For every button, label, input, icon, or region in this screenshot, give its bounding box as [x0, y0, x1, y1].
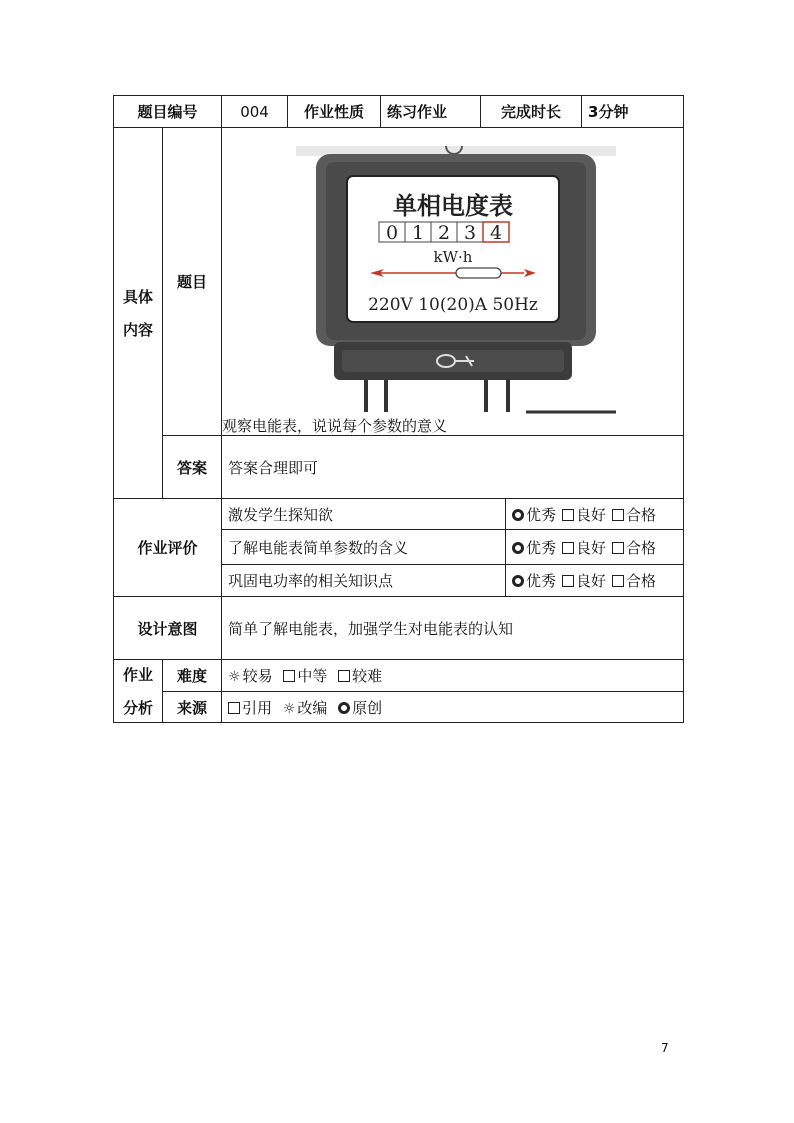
- source-row: [114, 692, 684, 723]
- page-number: 7: [661, 1041, 669, 1055]
- option-label: 中等: [297, 667, 328, 685]
- sun-radio-icon: ☼: [228, 669, 241, 685]
- difficulty-label: 难度: [163, 660, 222, 692]
- option-label: 优秀: [526, 538, 557, 557]
- checkbox-icon: [562, 575, 574, 587]
- rating-option-pass[interactable]: [612, 504, 656, 525]
- checkbox-icon: [562, 542, 574, 554]
- difficulty-option-hard[interactable]: [338, 665, 382, 686]
- source-option-cited[interactable]: [228, 697, 272, 718]
- homework-table: [113, 95, 684, 723]
- analysis-label: [114, 660, 163, 723]
- rating-option-good[interactable]: [562, 504, 606, 525]
- option-label: 良好: [576, 538, 607, 557]
- sun-radio-icon: ☼: [282, 700, 296, 717]
- radio-selected-icon: [512, 575, 524, 587]
- evaluation-item-text: 激发学生探知欲: [222, 499, 506, 530]
- nature-value: 练习作业: [381, 96, 481, 128]
- analysis-label-line1: 作业: [122, 666, 153, 684]
- evaluation-rating: [506, 499, 684, 530]
- question-row: [114, 128, 684, 436]
- meter-digit: 2: [437, 222, 451, 244]
- source-option-original[interactable]: [338, 697, 382, 718]
- design-text: 简单了解电能表，加强学生对电能表的认知: [222, 597, 684, 660]
- evaluation-item-text: 了解电能表简单参数的含义: [222, 530, 506, 565]
- rating-option-excellent[interactable]: [512, 570, 556, 591]
- answer-row: [114, 436, 684, 499]
- evaluation-rating: [506, 530, 684, 565]
- question-cell: [222, 128, 684, 436]
- option-label: 改编: [297, 698, 328, 717]
- difficulty-option-easy[interactable]: [228, 665, 273, 686]
- id-value: 004: [222, 96, 288, 128]
- option-label: 良好: [576, 572, 607, 590]
- option-label: 优秀: [526, 505, 557, 524]
- meter-spec: 220V 10(20)A 50Hz: [368, 295, 538, 315]
- rating-option-excellent[interactable]: [512, 537, 556, 558]
- question-label: 题目: [163, 128, 222, 436]
- evaluation-label: 作业评价: [114, 499, 222, 597]
- header-row: [114, 96, 684, 128]
- radio-selected-icon: [512, 509, 524, 521]
- question-text: 观察电能表，说说每个参数的意义: [222, 417, 448, 435]
- design-row: [114, 597, 684, 660]
- radio-selected-icon: [338, 702, 350, 714]
- meter-digit: 0: [385, 222, 399, 244]
- option-label: 良好: [576, 505, 607, 524]
- content-group-label: [114, 128, 163, 499]
- checkbox-icon: [338, 670, 350, 682]
- time-label: 完成时长: [481, 96, 582, 128]
- content-label-line2: 内容: [122, 321, 153, 339]
- checkbox-icon: [228, 702, 240, 714]
- difficulty-row: [114, 660, 684, 692]
- option-label: 优秀: [526, 572, 557, 590]
- rating-option-good[interactable]: [562, 537, 606, 558]
- option-label: 引用: [242, 698, 273, 717]
- time-value: 3分钟: [582, 96, 684, 128]
- checkbox-icon: [283, 670, 295, 682]
- answer-text: 答案合理即可: [222, 436, 684, 499]
- rating-option-good[interactable]: [562, 570, 606, 591]
- checkbox-icon: [612, 542, 624, 554]
- option-label: 较难: [352, 667, 383, 685]
- meter-unit: kW·h: [433, 248, 473, 266]
- meter-digit: 4: [489, 222, 503, 244]
- evaluation-rating: [506, 565, 684, 597]
- checkbox-icon: [562, 509, 574, 521]
- checkbox-icon: [612, 509, 624, 521]
- rating-option-excellent[interactable]: [512, 504, 556, 525]
- option-label: 合格: [626, 505, 657, 524]
- option-label: 原创: [352, 698, 383, 717]
- source-options: [222, 692, 684, 723]
- checkbox-icon: [612, 575, 624, 587]
- rating-option-pass[interactable]: [612, 537, 656, 558]
- id-label: 题目编号: [114, 96, 222, 128]
- source-label: 来源: [163, 692, 222, 723]
- rating-option-pass[interactable]: [612, 570, 656, 591]
- difficulty-options: [222, 660, 684, 692]
- content-label-line1: 具体: [122, 288, 153, 306]
- nature-label: 作业性质: [288, 96, 381, 128]
- design-label: 设计意图: [114, 597, 222, 660]
- source-option-adapted[interactable]: [283, 697, 328, 718]
- analysis-label-line2: 分析: [122, 699, 153, 717]
- meter-digit: 3: [463, 222, 477, 244]
- evaluation-item-text: 巩固电功率的相关知识点: [222, 565, 506, 597]
- difficulty-option-medium[interactable]: [283, 665, 327, 686]
- answer-label: 答案: [163, 436, 222, 499]
- option-label: 较易: [242, 667, 273, 685]
- meter-digit: 1: [411, 222, 425, 244]
- radio-selected-icon: [512, 542, 524, 554]
- option-label: 合格: [626, 538, 657, 557]
- evaluation-row-1: [114, 499, 684, 530]
- meter-title: 单相电度表: [393, 191, 514, 220]
- electric-meter-image: [296, 146, 616, 414]
- option-label: 合格: [626, 572, 657, 590]
